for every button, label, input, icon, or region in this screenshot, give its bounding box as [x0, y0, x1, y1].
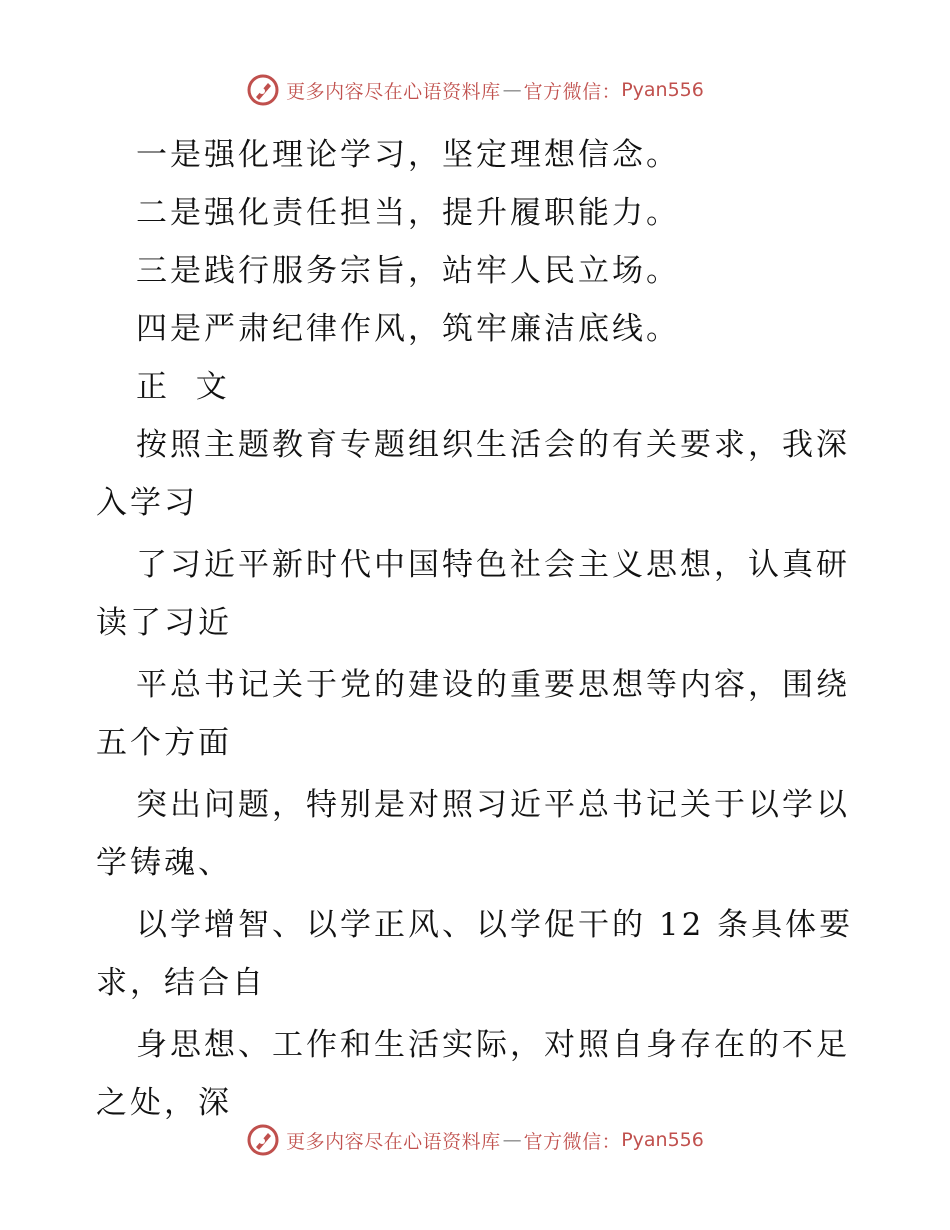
body-line: 平总书记关于党的建设的重要思想等内容，围绕: [136, 667, 850, 703]
body-line: 按照主题教育专题组织生活会的有关要求，我深: [136, 427, 850, 463]
header-watermark: [0, 70, 950, 110]
body-line: 一是强化理论学习，坚定理想信念。: [136, 137, 680, 173]
watermark-text: 更多内容尽在心语资料库: [286, 80, 501, 103]
pen-seal-icon: [246, 1123, 280, 1157]
pen-seal-icon: [246, 73, 280, 107]
body-line: 三是践行服务宗旨，站牢人民立场。: [136, 253, 680, 289]
body-line: 五个方面: [96, 725, 232, 761]
watermark-dash: —: [502, 1129, 522, 1151]
watermark-id: Pyan556: [621, 1129, 704, 1151]
body-line: 突出问题，特别是对照习近平总书记关于以学以: [136, 787, 850, 823]
body-line: 之处，深: [96, 1085, 232, 1121]
body-line: 读了习近: [96, 605, 232, 641]
body-line: 了习近平新时代中国特色社会主义思想，认真研: [136, 547, 850, 583]
watermark-text: 更多内容尽在心语资料库: [286, 1130, 501, 1153]
body-line: 四是严肃纪律作风，筑牢廉洁底线。: [136, 311, 680, 347]
body-line: 以学增智、以学正风、以学促干的 12 条具体要: [136, 907, 854, 943]
section-heading: 正 文: [136, 369, 230, 405]
watermark-label: 官方微信：: [523, 1130, 622, 1153]
footer-watermark: [0, 1120, 950, 1160]
document-body: [96, 126, 856, 1136]
watermark-dash: —: [502, 79, 522, 101]
watermark-label: 官方微信：: [523, 80, 622, 103]
body-line: 求，结合自: [96, 965, 266, 1001]
body-line: 入学习: [96, 485, 198, 521]
watermark-id: Pyan556: [621, 79, 704, 101]
body-line: 二是强化责任担当，提升履职能力。: [136, 195, 680, 231]
body-line: 学铸魂、: [96, 845, 232, 881]
body-line: 身思想、工作和生活实际，对照自身存在的不足: [136, 1027, 850, 1063]
